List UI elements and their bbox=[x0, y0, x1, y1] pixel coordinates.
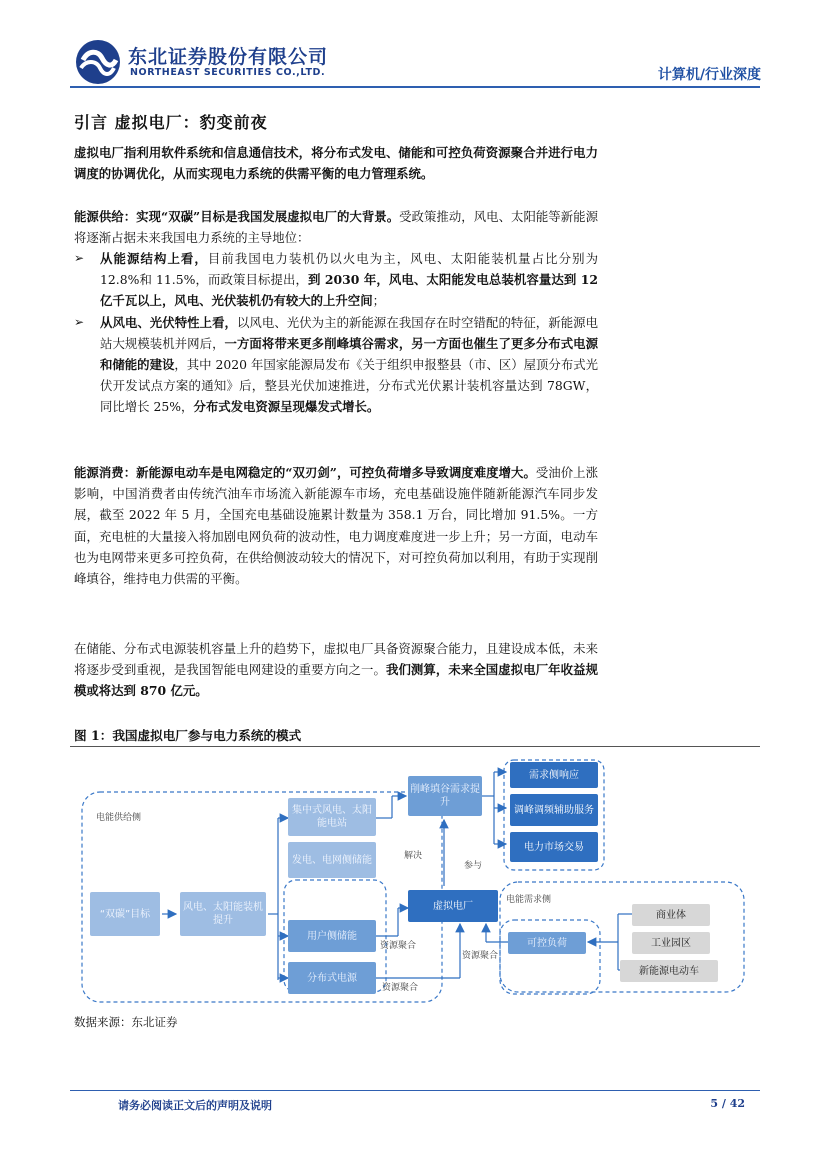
bullet2-text: 以风电、光伏为主的新能源在我国存在时空错配的特征，新能源电站大规模装机并网后， bbox=[100, 314, 599, 351]
bullet1-lead: 从能源结构上看， bbox=[100, 251, 208, 266]
report-category: 计算机/行业深度 bbox=[657, 67, 761, 83]
node-centralized-stations: 集中式风电、太阳能电站 bbox=[288, 798, 376, 836]
energy-supply-lead: 能源供给：实现“双碳”目标是我国发展虚拟电厂的大背景。 bbox=[74, 209, 400, 224]
bullet2-lead: 从风电、光伏特性上看， bbox=[100, 314, 237, 330]
node-dual-carbon-goal: “双碳”目标 bbox=[90, 892, 160, 936]
bullet-arrow-icon: ➢ bbox=[74, 251, 85, 265]
energy-consumption-text: 受油价上涨影响，中国消费者由传统汽油车市场流入新能源车市场，充电基础设施伴随新能源汽车同步发展，截至 2022 年 5 月，全国充电基础设施累计数量为 358.1 万台，同比增加 91.5%。一方面，充电桩的大量接入将加剧电网负荷的波动性，电力调度难度进一步上升；另一方面，电动车也为电网带来更多可控负荷，在供给侧波动较大的情况下，对可控负荷加以利用，有助于实现削峰填谷，维持电力供需的平衡。 bbox=[74, 465, 598, 587]
energy-supply-text: 受政策推动，风电、太阳能等新能源将逐渐占据未来我国电力系统的主导地位： bbox=[74, 209, 598, 246]
node-industrial-park: 工业园区 bbox=[632, 932, 710, 954]
section-title: 引言 虚拟电厂：豹变前夜 bbox=[74, 113, 268, 132]
company-logo bbox=[74, 38, 122, 86]
outlook-text: 在储能、分布式电源装机容量上升的趋势下，虚拟电厂具备资源聚合能力，且建设成本低，未来将逐步受到重视，是我国智能电网建设的重要方向之一。 bbox=[74, 641, 598, 678]
bullet1-end: ； bbox=[372, 293, 385, 309]
label-aggregation-2: 资源聚合 bbox=[462, 951, 499, 961]
paragraph-energy-supply bbox=[74, 206, 598, 248]
demand-side-label: 电能需求侧 bbox=[506, 895, 552, 905]
vpp-diagram bbox=[70, 752, 760, 1008]
data-source: 数据来源：东北证券 bbox=[74, 1015, 178, 1029]
node-gen-grid-storage: 发电、电网侧储能 bbox=[288, 842, 376, 878]
label-participate: 参与 bbox=[464, 861, 483, 871]
paragraph-outlook bbox=[74, 638, 598, 702]
header-divider bbox=[70, 86, 760, 88]
page-number: 5 / 42 bbox=[710, 1097, 745, 1110]
bullet2-highlight: 一方面将带来更多削峰填谷需求，另一方面也催生了更多分布式电源和储能的建设 bbox=[100, 335, 599, 373]
company-name-en: NORTHEAST SECURITIES CO.,LTD. bbox=[130, 67, 326, 78]
label-aggregation-3: 资源聚合 bbox=[382, 983, 419, 993]
bullet-wind-solar-traits bbox=[74, 312, 598, 418]
bullet1-highlight: 到 2030 年，风电、太阳能发电总装机容量达到 12 亿千瓦以上，风电、光伏装机仍有较大的上升空间 bbox=[100, 272, 598, 309]
figure-title: 图 1：我国虚拟电厂参与电力系统的模式 bbox=[74, 728, 302, 743]
bullet2-text-2: ，其中 2020 年国家能源局发布《关于组织申报整县（市、区）屋顶分布式光伏开发试点方案的通知》后，整县光伏加速推进，分布式光伏累计装机容量达到 78GW，同比增长 25%， bbox=[100, 357, 598, 415]
figure-divider bbox=[70, 746, 760, 747]
energy-consumption-lead: 能源消费：新能源电动车是电网稳定的“双刃剑”，可控负荷增多导致调度难度增大。 bbox=[74, 465, 536, 480]
definition-text: 虚拟电厂指利用软件系统和信息通信技术，将分布式发电、储能和可控负荷资源聚合并进行电力调度的协调优化，从而实现电力系统的供需平衡的电力管理系统。 bbox=[74, 145, 598, 182]
bullet2-highlight-2: 分布式发电资源呈现爆发式增长。 bbox=[193, 399, 380, 415]
paragraph-definition bbox=[74, 142, 598, 184]
node-ancillary-services: 调峰调频辅助服务 bbox=[510, 794, 598, 826]
node-user-storage: 用户侧储能 bbox=[288, 920, 376, 952]
node-distributed-power: 分布式电源 bbox=[288, 962, 376, 994]
bullet-energy-structure bbox=[74, 248, 598, 312]
node-controllable-load: 可控负荷 bbox=[508, 932, 586, 954]
outlook-estimate: 我们测算，未来全国虚拟电厂年收益规模或将达到 870 亿元。 bbox=[74, 662, 599, 699]
node-demand-response: 需求侧响应 bbox=[510, 762, 598, 788]
footer-divider bbox=[70, 1090, 760, 1091]
label-aggregation-1: 资源聚合 bbox=[380, 941, 417, 951]
company-name-cn: 东北证券股份有限公司 bbox=[128, 46, 329, 68]
node-peak-shaving: 削峰填谷需求提升 bbox=[408, 776, 482, 816]
label-solve: 解决 bbox=[404, 851, 423, 861]
bullet-arrow-icon: ➢ bbox=[74, 314, 85, 329]
supply-side-label: 电能供给侧 bbox=[96, 813, 142, 823]
footer-disclaimer: 请务必阅读正文后的声明及说明 bbox=[118, 1099, 272, 1112]
node-power-market: 电力市场交易 bbox=[510, 832, 598, 862]
node-ev: 新能源电动车 bbox=[620, 960, 718, 982]
node-wind-solar-growth: 风电、太阳能装机提升 bbox=[180, 892, 266, 936]
bullet-list bbox=[74, 248, 598, 418]
node-commercial: 商业体 bbox=[632, 904, 710, 926]
node-virtual-power-plant: 虚拟电厂 bbox=[408, 890, 498, 922]
paragraph-energy-consumption bbox=[74, 462, 598, 589]
bullet1-text: 目前我国电力装机仍以火电为主，风电、太阳能装机量占比分别为 12.8%和 11.5%，而政策目标提出， bbox=[100, 251, 599, 288]
